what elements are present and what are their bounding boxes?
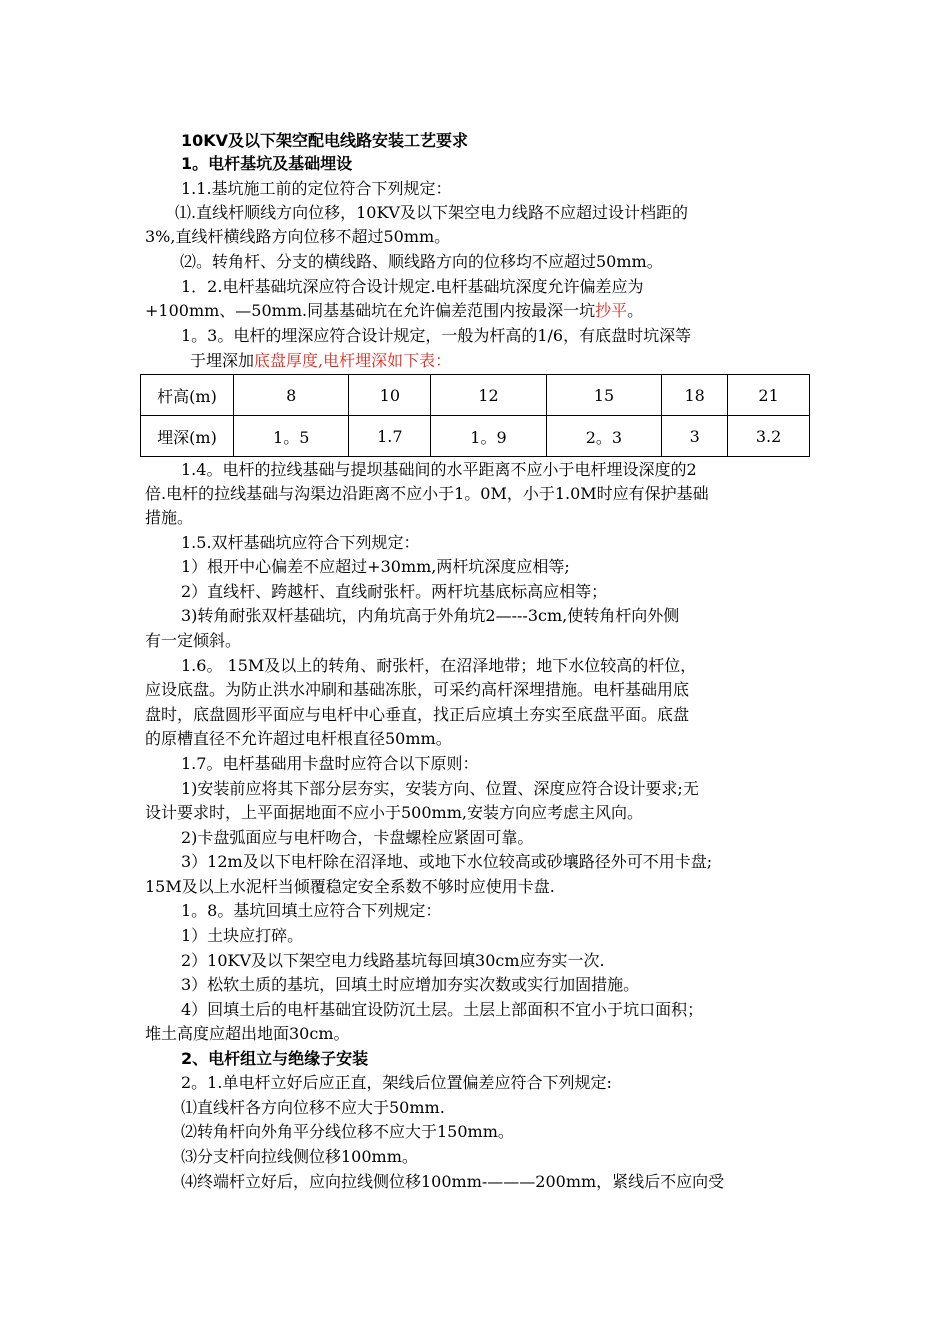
- paragraph-1-7-3-line2: 15M及以上水泥杆当倾覆稳定安全系数不够时应使用卡盘.: [145, 877, 555, 896]
- paragraph-1-7-3-line1: 3）12m及以下电杆除在沼泽地、或地下水位较高或砂壤路径外可不用卡盘;: [181, 852, 713, 871]
- paragraph-1-8-2: 2）10KV及以下架空电力线路基坑每回填30cm应夯实一次.: [181, 951, 605, 970]
- table-cell: 10: [349, 375, 431, 416]
- table-cell: 18: [662, 375, 728, 416]
- table-cell: 1。9: [431, 416, 546, 457]
- paragraph-1-3-text: 于埋深加: [190, 351, 255, 370]
- paragraph-1-8-4-line2: 堆土高度应超出地面30cm。: [145, 1024, 350, 1043]
- paragraph-1-5-1: 1）根开中心偏差不应超过+30mm,两杆坑深度应相等;: [181, 557, 570, 576]
- section-2-heading: 2、电杆组立与绝缘子安装: [181, 1049, 369, 1068]
- paragraph-1-3-line1: 1。3。电杆的埋深应符合设计规定，一般为杆高的1/6，有底盘时坑深等: [181, 326, 692, 345]
- paragraph-2-1-2: ⑵转角杆向外角平分线位移不应大于150mm。: [181, 1122, 514, 1141]
- paragraph-1-8-4-line1: 4）回填土后的电杆基础宜设防沉土层。土层上部面积不宜小于坑口面积；: [181, 1000, 704, 1019]
- table-cell: 21: [728, 375, 810, 416]
- paragraph-1-4-line2: 倍.电杆的拉线基础与沟渠边沿距离不应小于1。0M，小于1.0M时应有保护基础: [145, 484, 709, 503]
- paragraph-1-5: 1.5.双杆基础坑应符合下列规定：: [181, 533, 420, 552]
- table-cell: 15: [546, 375, 661, 416]
- paragraph-1-5-3-line1: 3)转角耐张双杆基础坑，内角坑高于外角坑2—---3cm,使转角杆向外侧: [181, 606, 680, 625]
- paragraph-2-1: 2。1.单电杆立好后应正直，架线后位置偏差应符合下列规定:: [181, 1073, 612, 1092]
- paragraph-1-2-end: 。: [627, 301, 644, 320]
- table-row-label: 埋深(m): [141, 416, 234, 457]
- paragraph-1-8-3: 3）松软土质的基坑，回填土时应增加夯实次数或实行加固措施。: [181, 975, 640, 994]
- paragraph-1-6-line1: 1.6。 15M及以上的转角、耐张杆，在沼泽地带；地下水位较高的杆位，: [181, 656, 697, 675]
- table-row-label: 杆高(m): [141, 375, 234, 416]
- paragraph-1-1-b: ⑵。转角杆、分支的横线路、顺线路方向的位移均不应超过50mm。: [180, 252, 663, 271]
- paragraph-1-5-2: 2）直线杆、跨越杆、直线耐张杆。两杆坑基底标高应相等；: [181, 582, 608, 601]
- paragraph-1-6-line3: 盘时，底盘圆形平面应与电杆中心垂直，找正后应填土夯实至底盘平面。底盘: [145, 705, 690, 724]
- table-cell: 1。5: [234, 416, 349, 457]
- paragraph-1-6-line2: 应设底盘。为防止洪水冲刷和基础冻胀，可采约高杆深埋措施。电杆基础用底: [145, 680, 690, 699]
- paragraph-2-1-4: ⑷终端杆立好后，应向拉线侧位移100mm-———200mm，紧线后不应向受: [181, 1172, 725, 1191]
- table-cell: 1.7: [349, 416, 431, 457]
- table-cell: 2。3: [546, 416, 661, 457]
- paragraph-1-7-2: 2)卡盘弧面应与电杆吻合，卡盘螺栓应紧固可靠。: [181, 828, 534, 847]
- burial-depth-table: [140, 374, 810, 457]
- paragraph-1-7-1-line1: 1)安装前应将其下部分层夯实，安装方向、位置、深度应符合设计要求;无: [181, 779, 699, 798]
- paragraph-1-5-3-line2: 有一定倾斜。: [145, 631, 242, 650]
- table-cell: 8: [234, 375, 349, 416]
- paragraph-1-1-a-line1: ⑴.直线杆顺线方向位移，10KV及以下架空电力线路不应超过设计档距的: [175, 203, 688, 222]
- table-row-pole-height: [141, 375, 810, 416]
- paragraph-1-8-1: 1）土块应打碎。: [181, 926, 304, 945]
- paragraph-2-1-1: ⑴直线杆各方向位移不应大于50mm.: [181, 1098, 445, 1117]
- paragraph-1-8: 1。8。基坑回填土应符合下列规定：: [181, 901, 442, 920]
- paragraph-1-7-1-line2: 设计要求时，上平面据地面不应小于500mm,安装方向应考虑主风向。: [145, 803, 643, 822]
- paragraph-1-1: 1.1.基坑施工前的定位符合下列规定：: [181, 179, 452, 198]
- table-cell: 12: [431, 375, 546, 416]
- paragraph-1-1-a-line2: 3%,直线杆横线路方向位移不超过50mm。: [145, 227, 451, 246]
- paragraph-1-3-highlight: 底盘厚度,电杆埋深如下表：: [254, 351, 452, 370]
- document-title: 10KV及以下架空配电线路安装工艺要求: [181, 131, 469, 150]
- paragraph-1-2-highlight: 抄平: [595, 301, 628, 320]
- table-cell: 3: [662, 416, 728, 457]
- section-1-heading: 1。电杆基坑及基础埋设: [181, 154, 353, 173]
- paragraph-1-2-text: +100mm、—50mm.同基基础坑在允许偏差范围内按最深一坑: [145, 301, 596, 320]
- paragraph-1-4-line3: 措施。: [145, 508, 194, 527]
- paragraph-1-4-line1: 1.4。电杆的拉线基础与提坝基础间的水平距离不应小于电杆埋设深度的2: [181, 460, 697, 479]
- table-cell: 3.2: [728, 416, 810, 457]
- paragraph-1-2-line1: 1．2.电杆基础坑深应符合设计规定.电杆基础坑深度允许偏差应为: [181, 277, 644, 296]
- paragraph-1-2-line2: [145, 301, 643, 321]
- table-row-burial-depth: [141, 416, 810, 457]
- paragraph-2-1-3: ⑶分支杆向拉线侧位移100mm。: [181, 1147, 418, 1166]
- paragraph-1-7: 1.7。电杆基础用卡盘时应符合以下原则：: [181, 754, 479, 773]
- paragraph-1-6-line4: 的原槽直径不允许超过电杆根直径50mm。: [145, 729, 452, 748]
- paragraph-1-3-line2: [190, 351, 451, 371]
